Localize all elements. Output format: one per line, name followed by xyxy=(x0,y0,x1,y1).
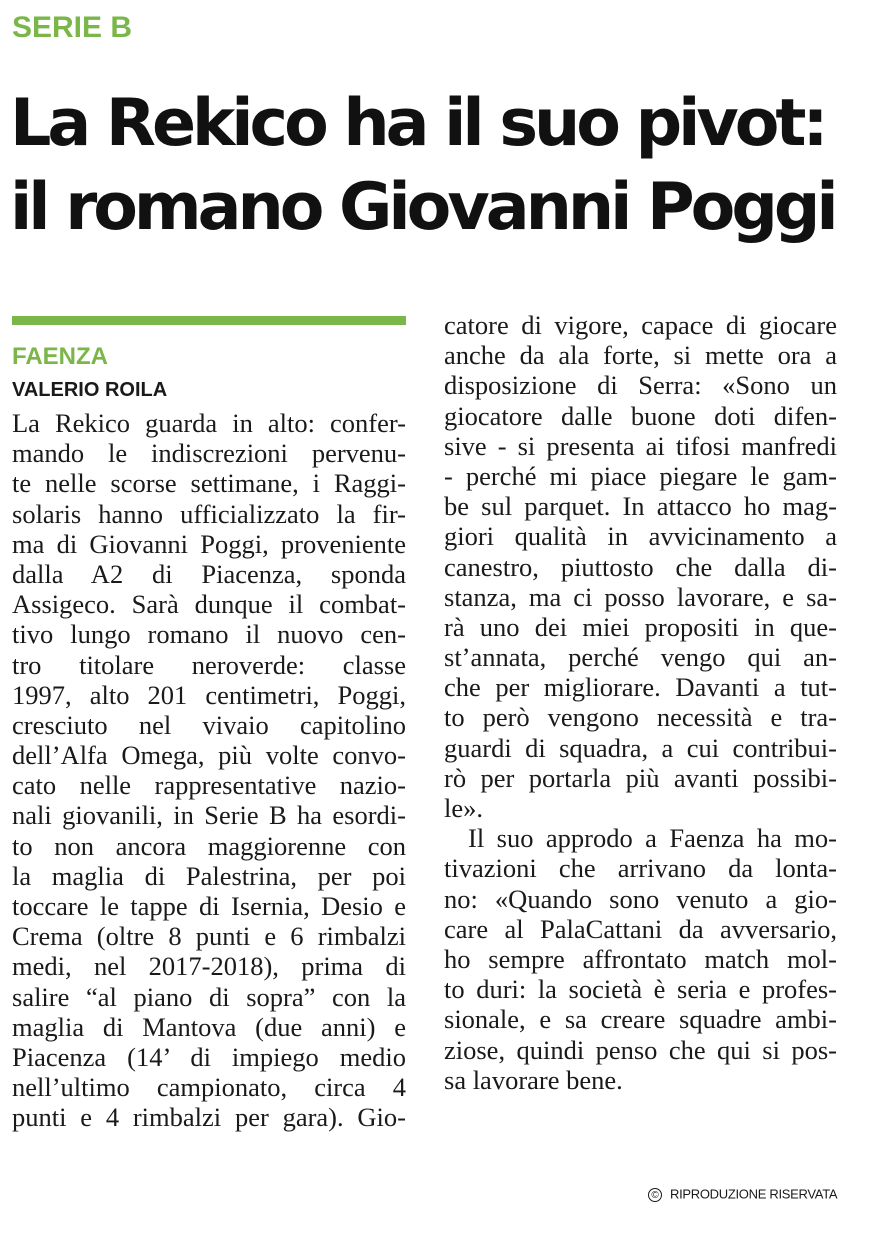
text-line: 1997, alto 201 centimetri, Poggi, xyxy=(12,679,406,710)
text-line: toccare le tappe di Isernia, Desio e xyxy=(12,891,406,921)
text-line: giori qualità in avvicinamento a xyxy=(444,521,837,552)
text-line: ziose, quindi penso che qui si pos- xyxy=(444,1034,837,1065)
text-line: - perché mi piace piegare le gam- xyxy=(444,460,837,491)
text-line: sive - si presenta ai tifosi manfredi xyxy=(444,430,837,461)
text-line: tivo lungo romano il nuovo cen- xyxy=(12,619,406,650)
text-line: st’annata, perché vengo qui an- xyxy=(444,642,837,673)
headline xyxy=(10,82,880,250)
text-line: te nelle scorse settimane, i Raggi- xyxy=(12,468,406,499)
text-line: tivazioni che arrivano da lonta- xyxy=(444,853,837,884)
text-line: che per migliorare. Davanti a tut- xyxy=(444,672,837,703)
copyright-notice xyxy=(648,1185,837,1204)
text-line: anche da ala forte, si mette ora a xyxy=(444,340,837,371)
text-line: La Rekico guarda in alto: confer- xyxy=(12,408,406,438)
text-line: be sul parquet. In attacco ho mag- xyxy=(444,491,837,522)
text-line: rò per portarla più avanti possibi- xyxy=(444,762,837,793)
text-line: Crema (oltre 8 punti e 6 rimbalzi xyxy=(12,921,406,952)
text-line: solaris hanno ufficializzato la fir- xyxy=(12,498,406,529)
text-line: maglia di Mantova (due anni) e xyxy=(12,1011,406,1042)
text-line: rà uno dei miei propositi in que- xyxy=(444,611,837,642)
text-line: giocatore dalle buone doti difen- xyxy=(444,400,837,431)
text-line: to però vengono necessità e tra- xyxy=(444,702,837,733)
article-column-right xyxy=(444,310,837,1095)
text-line: punti e 4 rimbalzi per gara). Gio- xyxy=(12,1102,406,1133)
section-tag: SERIE B xyxy=(12,11,133,44)
text-line: tro titolare neroverde: classe xyxy=(12,649,406,680)
text-line: mando le indiscrezioni pervenu- xyxy=(12,438,406,469)
text-line: dalla A2 di Piacenza, sponda xyxy=(12,558,406,589)
text-line: le». xyxy=(444,793,483,823)
text-line: no: «Quando sono venuto a gio- xyxy=(444,883,837,914)
text-line: nell’ultimo campionato, circa 4 xyxy=(12,1072,406,1103)
text-line: stanza, ma ci posso lavorare, e sa- xyxy=(444,581,837,612)
text-line: sionale, e sa creare squadre ambi- xyxy=(444,1004,837,1035)
text-line: Il suo approdo a Faenza ha mo- xyxy=(468,823,837,854)
author-byline: VALERIO ROILA xyxy=(12,379,168,401)
text-line: sa lavorare bene. xyxy=(444,1064,623,1095)
text-line: Assigeco. Sarà dunque il combat- xyxy=(12,589,406,620)
text-line: cresciuto nel vivaio capitolino xyxy=(12,709,406,740)
text-line: canestro, piuttosto che dalla di- xyxy=(444,551,837,582)
copyright-icon: © xyxy=(648,1188,662,1202)
copyright-label: RIPRODUZIONE RISERVATA xyxy=(670,1186,838,1202)
text-line: to duri: la società è seria e profes- xyxy=(444,974,837,1005)
text-line: ma di Giovanni Poggi, proveniente xyxy=(12,528,406,559)
text-line: guardi di squadra, a cui contribui- xyxy=(444,732,837,763)
text-line: ho sempre affrontato match mol- xyxy=(444,943,837,974)
text-line: salire “al piano di sopra” con la xyxy=(12,981,406,1012)
text-line: medi, nel 2017-2018), prima di xyxy=(12,951,406,982)
text-line: nali giovanili, in Serie B ha esordi- xyxy=(12,800,406,831)
headline-line-1: La Rekico ha il suo pivot: xyxy=(10,86,825,161)
article-column-left xyxy=(12,408,406,1133)
text-line: dell’Alfa Omega, più volte convo- xyxy=(12,740,406,771)
section-divider xyxy=(12,316,406,325)
text-line: la maglia di Palestrina, per poi xyxy=(12,860,406,891)
text-line: catore di vigore, capace di giocare xyxy=(444,310,837,340)
text-line: Piacenza (14’ di impiego medio xyxy=(12,1041,406,1072)
text-line: cato nelle rappresentative nazio- xyxy=(12,770,406,801)
text-line: care al PalaCattani da avversario, xyxy=(444,913,837,944)
text-line: to non ancora maggiorenne con xyxy=(12,830,406,861)
headline-line-2: il romano Giovanni Poggi xyxy=(10,170,835,245)
dateline-location: FAENZA xyxy=(12,343,108,370)
text-line: disposizione di Serra: «Sono un xyxy=(444,370,837,401)
